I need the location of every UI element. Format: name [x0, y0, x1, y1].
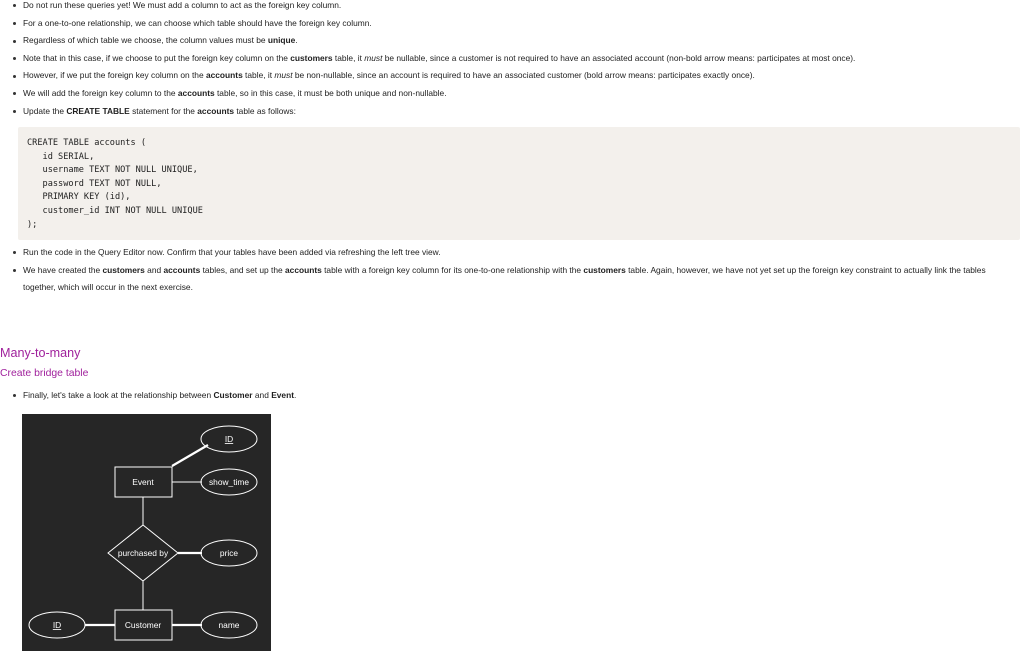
list-item: Note that in this case, if we choose to put the foreign key column on the customers table, it must be nullable, since a customer is not required to have an associated account (non-bold arrow means: participates at most once). [23, 50, 855, 68]
er-diagram-svg [22, 414, 271, 651]
customer-label: Customer [124, 620, 162, 630]
name-label: name [218, 620, 240, 630]
show-time-label: show_time [208, 477, 250, 487]
list-item: Regardless of which table we choose, the column values must be unique. [23, 32, 855, 50]
event-id-label: ID [224, 434, 234, 444]
list-item: Run the code in the Query Editor now. Confirm that your tables have been added via refreshing the left tree view. [23, 244, 1018, 262]
instruction-list [0, 0, 855, 120]
list-item: We have created the customers and accounts tables, and set up the accounts table with a foreign key column for its one-to-one relationship with the customers table. Again, however, we have not yet set up the foreign key constraint to actually link the tables together, which will occur in the next exercise. [23, 262, 1018, 297]
er-diagram [22, 414, 271, 651]
followup-list [0, 244, 1018, 297]
list-item: We will add the foreign key column to the accounts table, so in this case, it must be both unique and non-nullable. [23, 85, 855, 103]
relationship-label: purchased by [117, 548, 169, 558]
event-label: Event [132, 477, 154, 487]
section-heading: Many-to-many [0, 346, 81, 360]
sql-code[interactable]: CREATE TABLE accounts ( id SERIAL, username TEXT NOT NULL UNIQUE, password TEXT NOT NULL, PRIMARY KEY (id), customer_id INT NOT NULL UNIQUE ); [27, 138, 203, 230]
price-label: price [219, 548, 239, 558]
list-item: However, if we put the foreign key column on the accounts table, it must be non-nullable, since an account is required to have an associated customer (bold arrow means: participates exactly once). [23, 67, 855, 85]
subsection-heading: Create bridge table [0, 368, 89, 379]
list-item: Update the CREATE TABLE statement for the accounts table as follows: [23, 103, 855, 121]
list-item: Finally, let's take a look at the relationship between Customer and Event. [23, 387, 296, 405]
sql-code-block[interactable] [18, 127, 1020, 240]
event-id-link [172, 445, 208, 466]
customer-id-label: ID [52, 620, 62, 630]
list-item: Do not run these queries yet! We must add a column to act as the foreign key column. [23, 0, 855, 15]
bridge-list [0, 387, 296, 405]
list-item: For a one-to-one relationship, we can choose which table should have the foreign key column. [23, 15, 855, 33]
